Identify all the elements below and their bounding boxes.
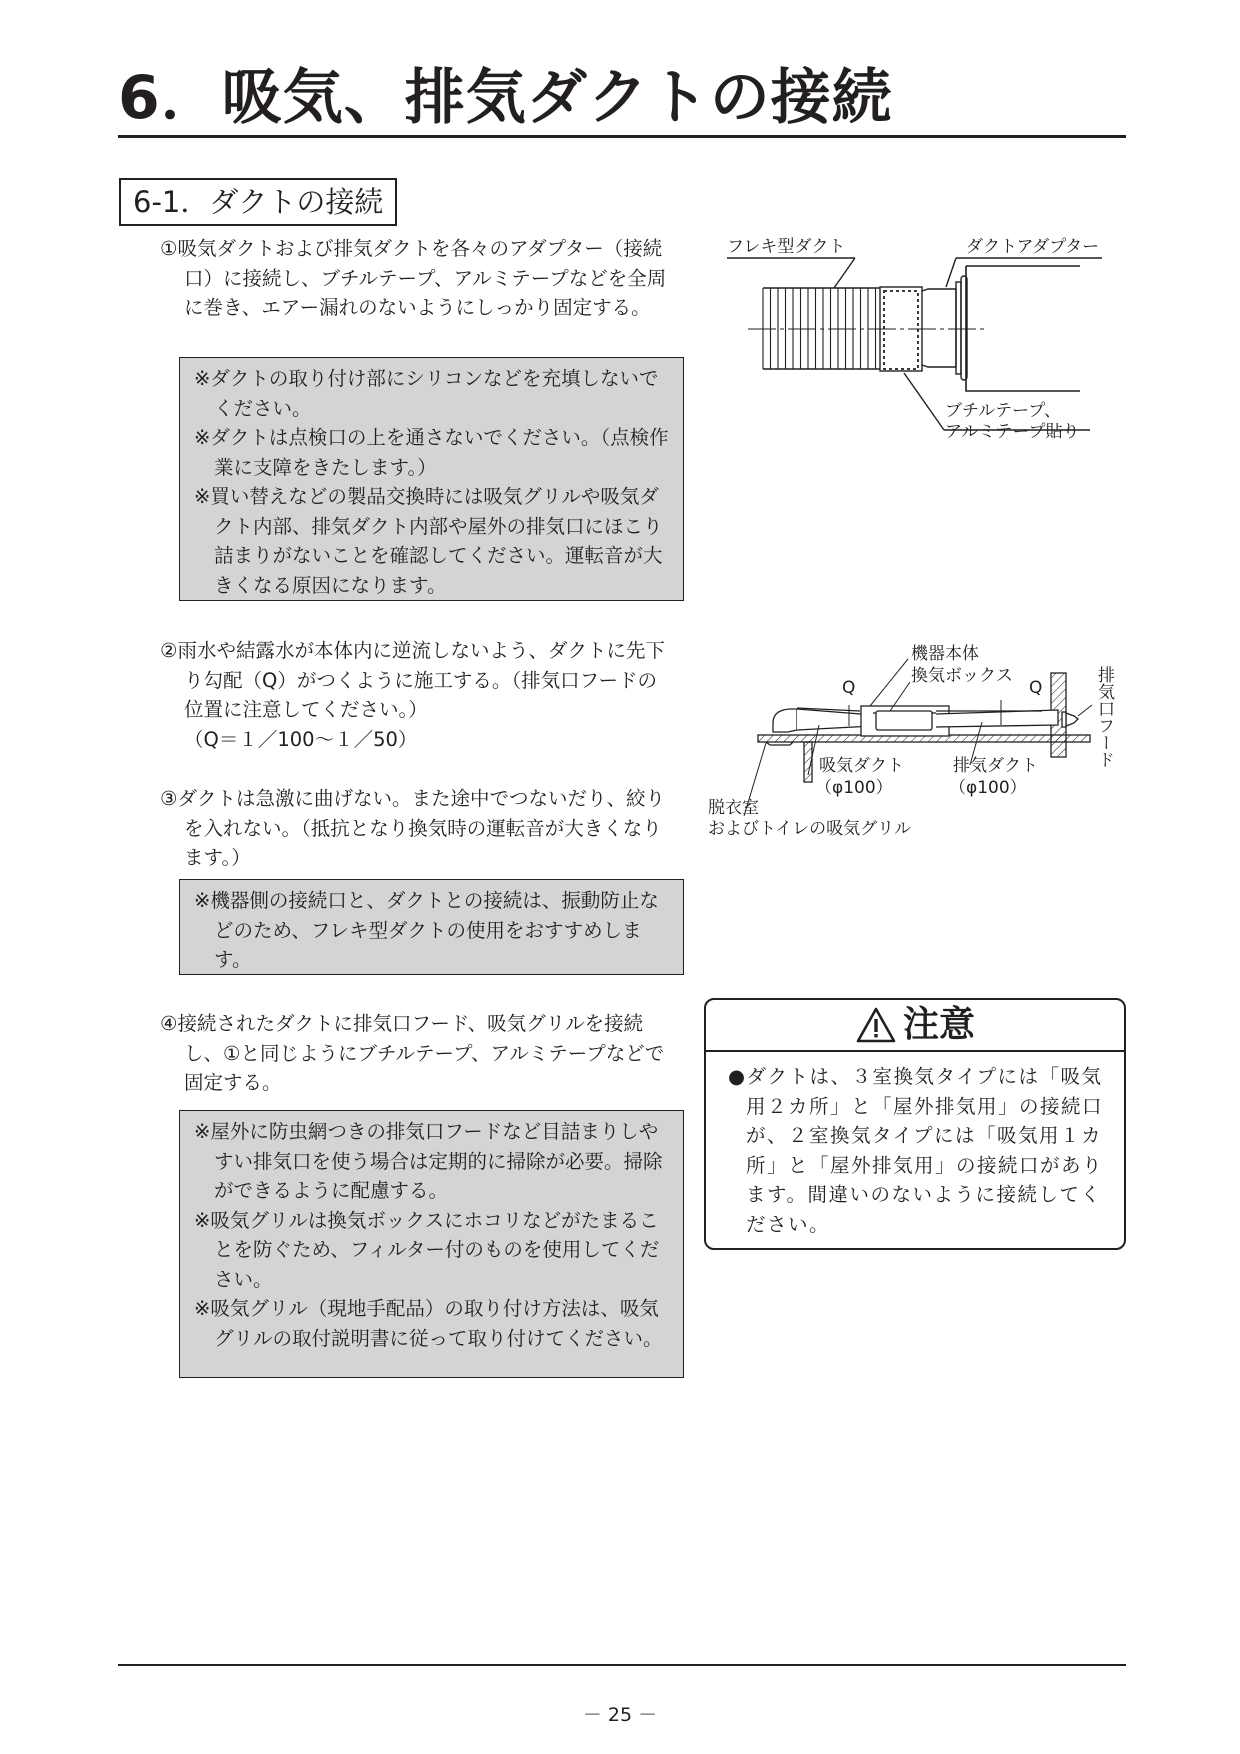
caution-body [706,1052,1124,1239]
step-2-formula: （Q＝１／100～１／50） [184,727,418,751]
caution-title: 注意 [902,1004,975,1045]
step-1 [160,234,676,323]
caution-box [704,998,1126,1250]
step-4-notes [179,1110,684,1378]
section-title: 6-1．ダクトの接続 [119,178,397,226]
duct-slope-diagram [700,630,1120,840]
step-3-text: ③ダクトは急激に曲げない。また途中でつないだり、絞りを入れない。（抵抗となり換気時の運転音が大きくなります。） [160,787,665,869]
duct-elbow [773,709,797,732]
label-exhaust-hood: 排気口フード [1094,666,1114,768]
title-divider [118,135,1126,138]
label-grille: およびトイレの吸気グリル [708,819,912,839]
step-2-text: ②雨水や結露水が本体内に逆流しないよう、ダクトに先下り勾配（Q）がつくように施工する。（排気口フードの位置に注意してください。） [160,639,665,721]
note-item: ※吸気グリル（現地手配品）の取り付け方法は、吸気グリルの取付説明書に従って取り付けてください。 [194,1297,663,1350]
note-item: ※ダクトの取り付け部にシリコンなどを充填しないでください。 [194,367,659,420]
note-item: ※ダクトは点検口の上を通さないでください。（点検作業に支障をきたします。） [194,426,669,479]
caution-header [706,1000,1124,1052]
footer-divider [118,1664,1126,1666]
label-intake-duct: 吸気ダクト [819,756,904,776]
note-item: ※吸気グリルは換気ボックスにホコリなどがたまることを防ぐため、フィルター付のものを使用してください。 [194,1208,660,1291]
label-exhaust-duct: 排気ダクト [953,756,1038,776]
caution-text: ●ダクトは、３室換気タイプには「吸気用２カ所」と「屋外排気用」の接続口が、２室換気タイプには「吸気用１カ所」と「屋外排気用」の接続口があります。間違いのないように接続してください。 [728,1065,1104,1236]
note-item: ※買い替えなどの製品交換時には吸気グリルや吸気ダクト内部、排気ダクト内部や屋外の排気口にほこり詰まりがないことを確認してください。運転音が大きくなる原因になります。 [194,485,663,597]
warning-triangle-icon [855,1006,897,1044]
step-1-text: ①吸気ダクトおよび排気ダクトを各々のアダプター（接続口）に接続し、ブチルテープ、アルミテープなどを全周に巻き、エアー漏れのないようにしっかり固定する。 [160,237,667,319]
label-unit-body: 機器本体 [911,644,979,664]
step-2 [160,636,676,754]
exhaust-hood [1066,713,1078,726]
label-grille-room: 脱衣室 [708,798,759,818]
label-exhaust-diameter: （φ100） [949,778,1027,798]
step-3-notes [179,879,684,975]
label-ventilation-box: 換気ボックス [911,666,1013,686]
step-1-notes [179,357,684,601]
label-slope-q-right: Q [1029,678,1043,698]
step-3 [160,784,676,873]
tape-leader [904,373,944,430]
step-4-text: ④接続されたダクトに排気口フード、吸気グリルを接続し、①と同じようにブチルテープ、アルミテープなどで固定する。 [160,1012,665,1094]
note-item: ※機器側の接続口と、ダクトとの接続は、振動防止などのため、フレキ型ダクトの使用をおすすめします。 [194,889,659,971]
label-butyl-tape: ブチルテープ、 [945,401,1061,421]
page-number: － 25 － [582,1704,658,1726]
label-flex-duct: フレキ型ダクト [727,237,846,257]
exhaust-duct [936,710,1058,727]
duct-adapter [922,289,956,367]
note-item: ※屋外に防虫網つきの排気口フードなど目詰まりしやすい排気口を使う場合は定期的に掃除が必要。掃除ができるように配慮する。 [194,1120,663,1202]
label-duct-adapter: ダクトアダプター [966,237,1100,257]
label-aluminium-tape: アルミテープ貼り [945,422,1080,442]
step-4 [160,1009,676,1098]
page-title: 6．吸気、排気ダクトの接続 [118,63,893,133]
ventilation-box [876,711,932,730]
label-intake-diameter: （φ100） [815,778,893,798]
label-slope-q-left: Q [842,678,856,698]
